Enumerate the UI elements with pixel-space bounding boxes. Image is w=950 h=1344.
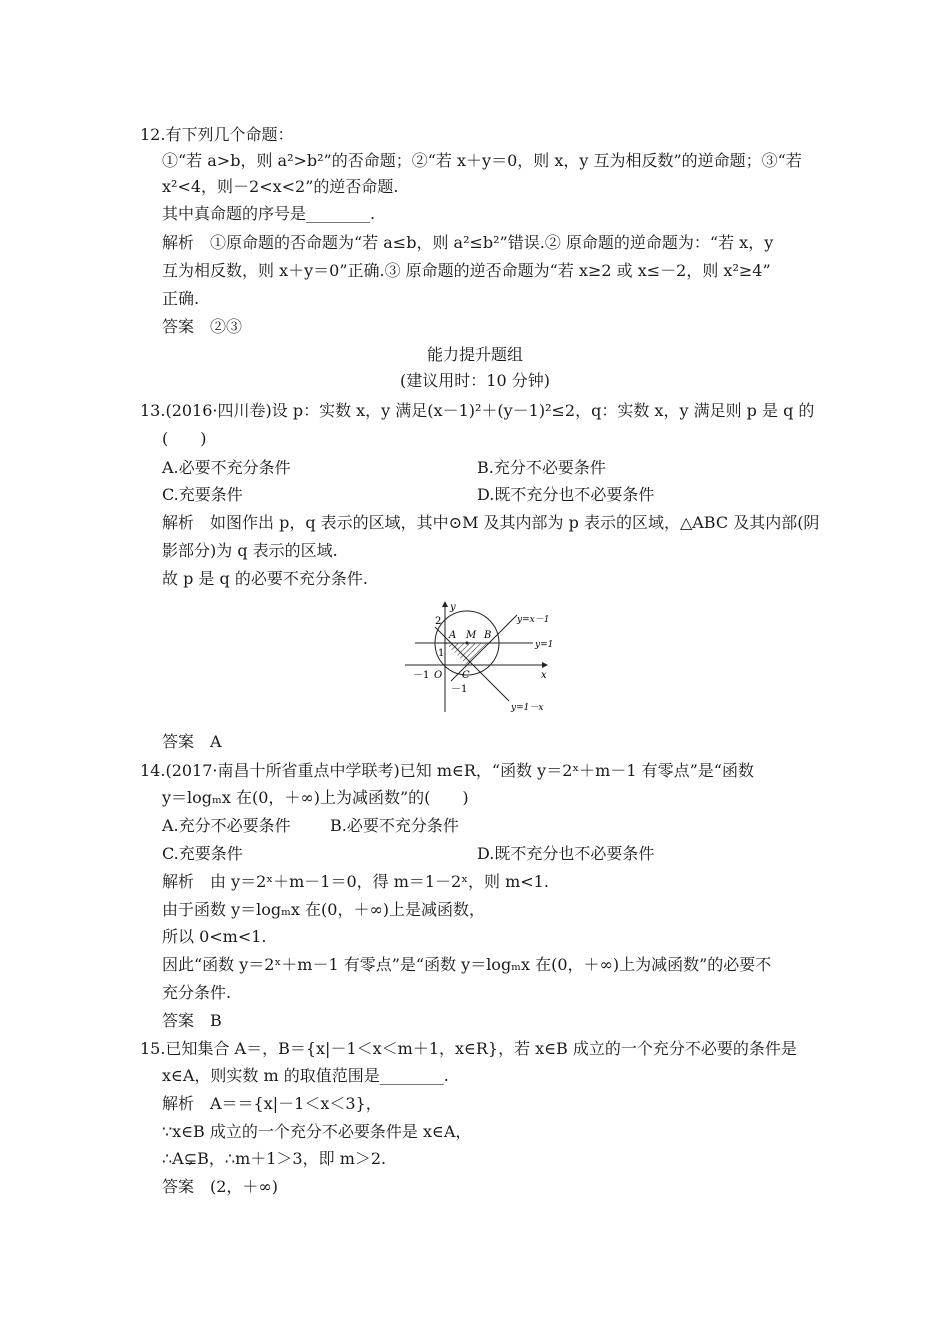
- q15-answer: 答案 (2，＋∞): [162, 1177, 278, 1196]
- figure-y-label: y: [450, 602, 456, 613]
- figure-point-a: A: [449, 630, 457, 641]
- q15-stem-1: 15.已知集合 A＝，B＝{x|－1＜x＜m＋1，x∈R}，若 x∈B 成立的一个充分不必要的条件是: [140, 1039, 797, 1058]
- q13-stem-2: ( ): [162, 429, 207, 448]
- q13-solution-1: 解析 如图作出 p，q 表示的区域，其中⊙M 及其内部为 p 表示的区域，△ABC 及其内部(阴: [162, 513, 820, 532]
- q13-answer: 答案 A: [162, 732, 222, 751]
- q15-stem-2: x∈A，则实数 m 的取值范围是________.: [162, 1066, 449, 1085]
- figure-tick-2: 2: [435, 616, 442, 627]
- triangle-abc-region: [445, 643, 489, 665]
- q13-option-a: A.必要不充分条件: [162, 458, 291, 477]
- figure-tick-1: 1: [438, 648, 445, 659]
- q14-stem-1: 14.(2017·南昌十所省重点中学联考)已知 m∈R，“函数 y＝2ˣ＋m－1 有零点”是“函数: [140, 761, 754, 780]
- q14-solution-2: 由于函数 y＝logₘx 在(0，＋∞)上是减函数，: [162, 900, 486, 919]
- q14-solution-3: 所以 0<m<1.: [162, 927, 267, 946]
- section-title: 能力提升题组: [426, 345, 523, 364]
- q14-solution-5: 充分条件.: [162, 983, 232, 1002]
- q14-option-c: C.充要条件: [162, 844, 243, 863]
- q12-solution-2: 互为相反数，则 x＋y＝0”正确.③ 原命题的逆否命题为“若 x≥2 或 x≤－2，则 x²≥4”: [162, 261, 771, 280]
- q13-option-b: B.充分不必要条件: [477, 458, 606, 477]
- q12-solution-3: 正确.: [162, 289, 200, 308]
- q14-solution-1: 解析 由 y＝2ˣ＋m－1＝0，得 m＝1－2ˣ，则 m<1.: [162, 872, 549, 891]
- q14-stem-2: y＝logₘx 在(0，＋∞)上为减函数”的( ): [162, 788, 469, 807]
- figure-point-b: B: [484, 630, 492, 641]
- figure-line-label-2: y=1: [535, 640, 554, 650]
- figure-origin-label: O: [434, 670, 443, 681]
- figure-center-m: [466, 642, 469, 645]
- figure-point-c: C: [462, 670, 470, 681]
- q12-answer: 答案 ②③: [162, 317, 243, 336]
- q14-option-a: A.充分不必要条件: [162, 816, 291, 835]
- q15-solution-3: ∴A⊊B，∴m＋1＞3，即 m＞2.: [162, 1149, 387, 1168]
- figure-tick-neg1-x: －1: [413, 670, 430, 681]
- q13-region-figure: [405, 600, 565, 720]
- q14-solution-4: 因此“函数 y＝2ˣ＋m－1 有零点”是“函数 y＝logₘx 在(0，＋∞)上为减函数”的必要不: [162, 955, 772, 974]
- q13-option-d: D.既不充分也不必要条件: [477, 485, 655, 504]
- q13-solution-2: 影部分)为 q 表示的区域.: [162, 541, 338, 560]
- q13-solution-3: 故 p 是 q 的必要不充分条件.: [162, 569, 368, 588]
- q12-solution-1: 解析 ①原命题的否命题为“若 a≤b，则 a²≤b²”错误.② 原命题的逆命题为：“若 x，y: [162, 233, 774, 252]
- figure-line-label-3: y=1－x: [511, 703, 544, 713]
- q15-solution-2: ∵x∈B 成立的一个充分不必要条件是 x∈A，: [162, 1122, 472, 1141]
- q12-line1: ①“若 a>b，则 a²>b²”的否命题；②“若 x＋y＝0，则 x，y 互为相反数”的逆命题；③“若: [162, 151, 802, 170]
- q13-option-c: C.充要条件: [162, 485, 243, 504]
- figure-line-label-1: y=x－1: [517, 615, 550, 625]
- q14-option-d: D.既不充分也不必要条件: [477, 844, 655, 863]
- q14-answer: 答案 B: [162, 1011, 222, 1030]
- q13-stem-1: 13.(2016·四川卷)设 p：实数 x，y 满足(x－1)²＋(y－1)²≤2，q：实数 x，y 满足则 p 是 q 的: [140, 401, 815, 420]
- q15-solution-1: 解析 A＝＝{x|－1＜x＜3}，: [162, 1094, 382, 1113]
- q12-stem: 12.有下列几个命题：: [140, 125, 294, 144]
- figure-x-label: x: [541, 670, 547, 681]
- q12-line3: 其中真命题的序号是________.: [162, 204, 376, 223]
- figure-point-m: M: [466, 630, 477, 641]
- figure-tick-neg1-y: －1: [451, 684, 468, 695]
- section-subtitle: (建议用时：10 分钟): [400, 371, 550, 390]
- q14-option-b: B.必要不充分条件: [330, 816, 459, 835]
- q12-line2: x²<4，则－2<x<2”的逆否命题.: [162, 177, 399, 196]
